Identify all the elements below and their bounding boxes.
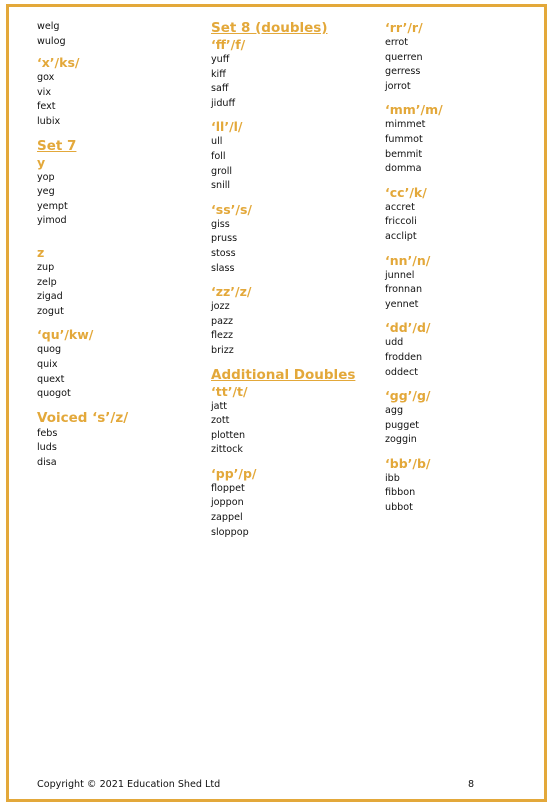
word: zoggin [385,434,417,446]
grapheme-heading-qu: ‘qu’/kw/ [37,327,94,343]
word: mimmet [385,119,426,131]
word: slass [211,262,235,274]
word: snill [211,180,231,192]
word: fext [37,101,56,113]
word: vix [37,86,52,98]
word: yimod [37,215,67,227]
word: jozz [211,301,230,313]
word: gerress [385,66,421,78]
grapheme-heading-x: ‘x’/ks/ [37,55,80,71]
page-number: 8 [468,779,475,790]
word: bemmit [385,148,423,160]
word: ibb [385,472,400,484]
grapheme-heading-mm: ‘mm’/m/ [385,102,443,118]
word: jiduff [211,97,236,109]
word: sloppop [211,526,249,538]
word: groll [211,165,233,177]
word: quogot [37,388,71,400]
word: zappel [211,512,243,524]
grapheme-heading-ss: ‘ss’/s/ [211,201,252,217]
word: zott [211,415,230,427]
word: zigad [37,291,63,303]
word: quix [37,358,58,370]
word: agg [385,405,404,417]
grapheme-heading-cc: ‘cc’/k/ [385,184,427,200]
word: gox [37,72,55,84]
word: saff [211,83,229,95]
grapheme-heading-ff: ‘ff’/f/ [211,37,246,52]
grapheme-heading-pp: ‘pp’/p/ [211,465,257,481]
word: jorrot [385,80,411,92]
word: yennet [385,298,419,310]
grapheme-heading-dd: ‘dd’/d/ [385,320,431,336]
word: quog [37,344,62,356]
grapheme-heading-ll: ‘ll’/l/ [211,119,243,135]
word: welg [37,21,60,32]
word: jatt [211,400,228,412]
word: lubix [37,115,61,127]
word: frodden [385,351,423,363]
grapheme-heading-z: z [37,244,45,260]
word: udd [385,337,404,349]
word: giss [211,218,230,230]
grapheme-heading-bb: ‘bb’/b/ [385,455,431,471]
word: wulog [37,35,66,47]
word: junnel [385,269,415,281]
word: yeg [37,186,55,198]
column-3 [385,20,443,516]
word: quext [37,373,65,385]
word: zup [37,261,55,273]
word: yop [37,171,55,183]
word: oddect [385,366,418,378]
word: disa [37,456,57,468]
word: brizz [211,344,234,356]
word: querren [385,51,423,63]
word: ubbot [385,502,413,514]
grapheme-heading-rr: ‘rr’/r/ [385,20,423,35]
word: pruss [211,233,238,245]
word: fronnan [385,284,423,296]
word: joppon [211,497,244,509]
word: zogut [37,305,64,317]
word: yuff [211,54,230,65]
word: zittock [211,444,243,456]
word: flezz [211,330,234,342]
word: fibbon [385,487,416,499]
set-8-heading: Set 8 (doubles) [211,20,328,36]
word: foll [211,150,226,162]
copyright-notice: Copyright © 2021 Education Shed Ltd [37,779,221,790]
word: plotten [211,429,246,441]
word: kiff [211,68,226,80]
grapheme-heading-y: y [37,154,46,170]
grapheme-heading-zz: ‘zz’/z/ [211,284,252,300]
word: friccoli [385,216,417,228]
additional-doubles-heading: Additional Doubles [211,366,356,383]
grapheme-heading-gg: ‘gg’/g/ [385,388,431,404]
grapheme-heading-nn: ‘nn’/n/ [385,252,431,268]
word: zelp [37,276,57,288]
word: errot [385,37,409,48]
word: pazz [211,315,234,327]
grapheme-heading-tt: ‘tt’/t/ [211,383,248,399]
voiced-s-heading: Voiced ‘s’/z/ [37,409,129,426]
column-2 [211,20,355,540]
word: accret [385,201,415,213]
word: pugget [385,419,420,431]
word: floppet [211,482,245,494]
word: febs [37,427,58,439]
word: fummot [385,133,423,145]
word: domma [385,163,422,175]
column-1 [37,20,128,470]
word: luds [37,442,57,454]
set-7-heading: Set 7 [37,137,77,154]
word: acclipt [385,230,417,242]
word: yempt [37,200,68,212]
word: ull [211,136,223,148]
word: stoss [211,247,236,259]
